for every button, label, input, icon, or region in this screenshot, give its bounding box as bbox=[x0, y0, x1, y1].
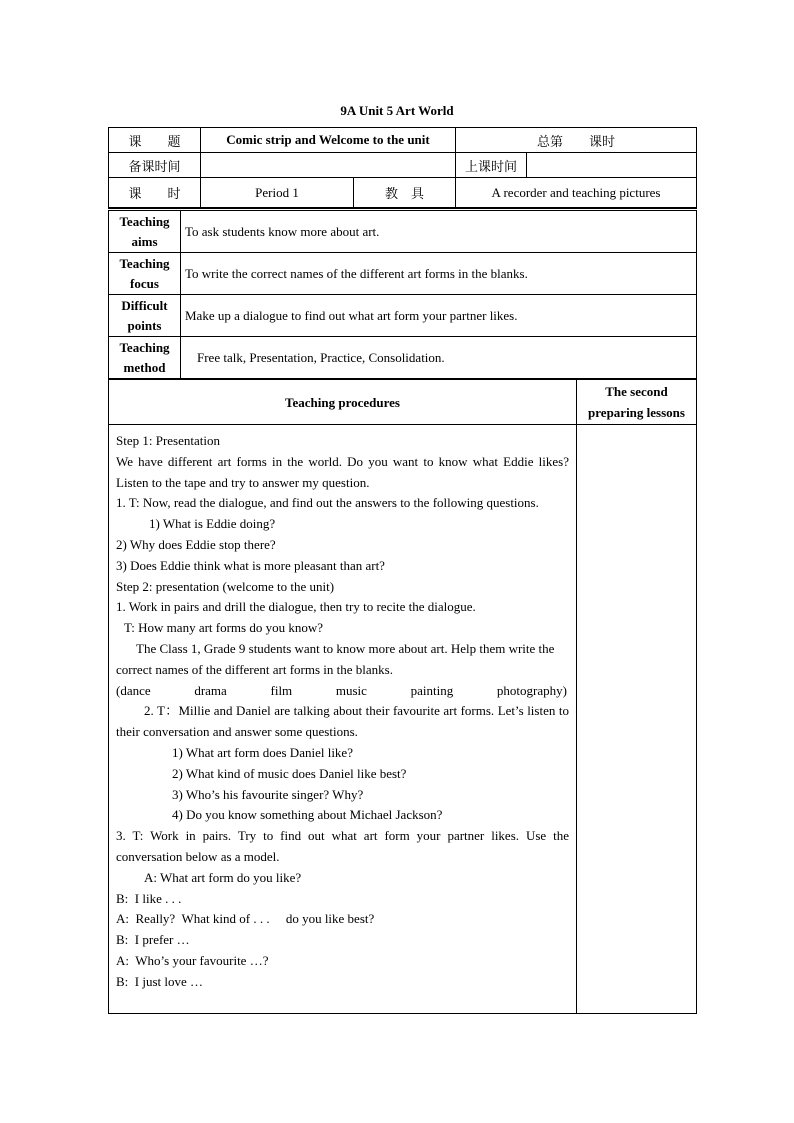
step-1-heading: Step 1: Presentation bbox=[116, 433, 220, 448]
question-item: 3) Who’s his favourite singer? Why? bbox=[172, 786, 364, 802]
lesson-value: Comic strip and Welcome to the unit bbox=[201, 128, 456, 153]
dialogue-line: B: I prefer … bbox=[116, 932, 190, 948]
dialogue-line: B: I like . . . bbox=[116, 890, 182, 906]
teaching-focus-label: Teaching focus bbox=[109, 253, 181, 295]
document-title: 9A Unit 5 Art World bbox=[340, 103, 454, 118]
procedures-header: Teaching procedures bbox=[109, 380, 577, 425]
teaching-focus-value: To write the correct names of the different art forms in the blanks. bbox=[181, 253, 697, 295]
question-item: 1) What art form does Daniel like? bbox=[172, 744, 353, 760]
word-item: film bbox=[270, 682, 293, 698]
period-value: Period 1 bbox=[201, 178, 354, 209]
question-item: 4) Do you know something about Michael Jackson? bbox=[172, 807, 443, 823]
class-time-label: 上课时间 bbox=[456, 153, 527, 178]
word-item: drama bbox=[194, 682, 227, 698]
teaching-aims-value: To ask students know more about art. bbox=[181, 211, 697, 253]
dialogue-line: A: Really? What kind of . . . do you like best? bbox=[116, 911, 375, 927]
lesson-label: 课 题 bbox=[109, 128, 201, 153]
prep-time-value bbox=[201, 153, 456, 178]
question-item: 1) What is Eddie doing? bbox=[149, 516, 276, 532]
header-table bbox=[108, 127, 697, 209]
question-item: 2) What kind of music does Daniel like best? bbox=[172, 765, 407, 781]
class-time-value bbox=[527, 153, 697, 178]
procedure-line: T: How many art forms do you know? bbox=[124, 620, 324, 636]
word-item: (dance bbox=[116, 682, 151, 698]
question-item: 2) Why does Eddie stop there? bbox=[116, 536, 276, 552]
second-preparing-notes bbox=[577, 425, 697, 1014]
word-item: photography) bbox=[496, 682, 567, 698]
teaching-aids-label: 教 具 bbox=[354, 178, 456, 209]
procedure-line: 1. Work in pairs and drill the dialogue, then try to recite the dialogue. bbox=[116, 599, 476, 615]
procedure-line: 2. T：Millie and Daniel are talking about their favourite art forms. Let’s listen to their conversation and answer some questions. bbox=[116, 703, 573, 740]
procedure-line: We have different art forms in the world. Do you want to know what Eddie likes? Listen to the tape and try to answer my question. bbox=[116, 453, 573, 490]
word-item: painting bbox=[410, 682, 454, 698]
question-item: 3) Does Eddie think what is more pleasant than art? bbox=[116, 557, 385, 573]
procedure-line: The Class 1, Grade 9 students want to know more about art. Help them write the correct names of the different art forms in the blanks. bbox=[116, 640, 558, 677]
total-lesson-label: 总第 课时 bbox=[456, 128, 697, 153]
procedures-body bbox=[109, 425, 577, 1014]
dialogue-line: A: What art form do you like? bbox=[144, 869, 302, 885]
teaching-method-value: Free talk, Presentation, Practice, Consolidation. bbox=[181, 337, 697, 379]
objectives-table bbox=[108, 210, 697, 379]
art-forms-word-list bbox=[116, 681, 569, 702]
procedure-line: 1. T: Now, read the dialogue, and find out the answers to the following questions. bbox=[116, 495, 539, 511]
prep-time-label: 备课时间 bbox=[109, 153, 201, 178]
difficult-points-value: Make up a dialogue to find out what art form your partner likes. bbox=[181, 295, 697, 337]
period-label: 课 时 bbox=[109, 178, 201, 209]
difficult-points-label: Difficult points bbox=[109, 295, 181, 337]
procedure-line: 3. T: Work in pairs. Try to find out what art form your partner likes. Use the conversation below as a model. bbox=[116, 828, 573, 864]
step-2-heading: Step 2: presentation (welcome to the unit) bbox=[116, 578, 335, 594]
teaching-aims-label: Teaching aims bbox=[109, 211, 181, 253]
teaching-method-label: Teaching method bbox=[109, 337, 181, 379]
word-item: music bbox=[335, 682, 367, 698]
second-preparing-header: The second preparing lessons bbox=[577, 380, 697, 425]
teaching-aids-value: A recorder and teaching pictures bbox=[456, 178, 697, 209]
procedures-table bbox=[108, 379, 697, 1014]
dialogue-line: A: Who’s your favourite …? bbox=[116, 952, 269, 968]
dialogue-line: B: I just love … bbox=[116, 973, 204, 989]
